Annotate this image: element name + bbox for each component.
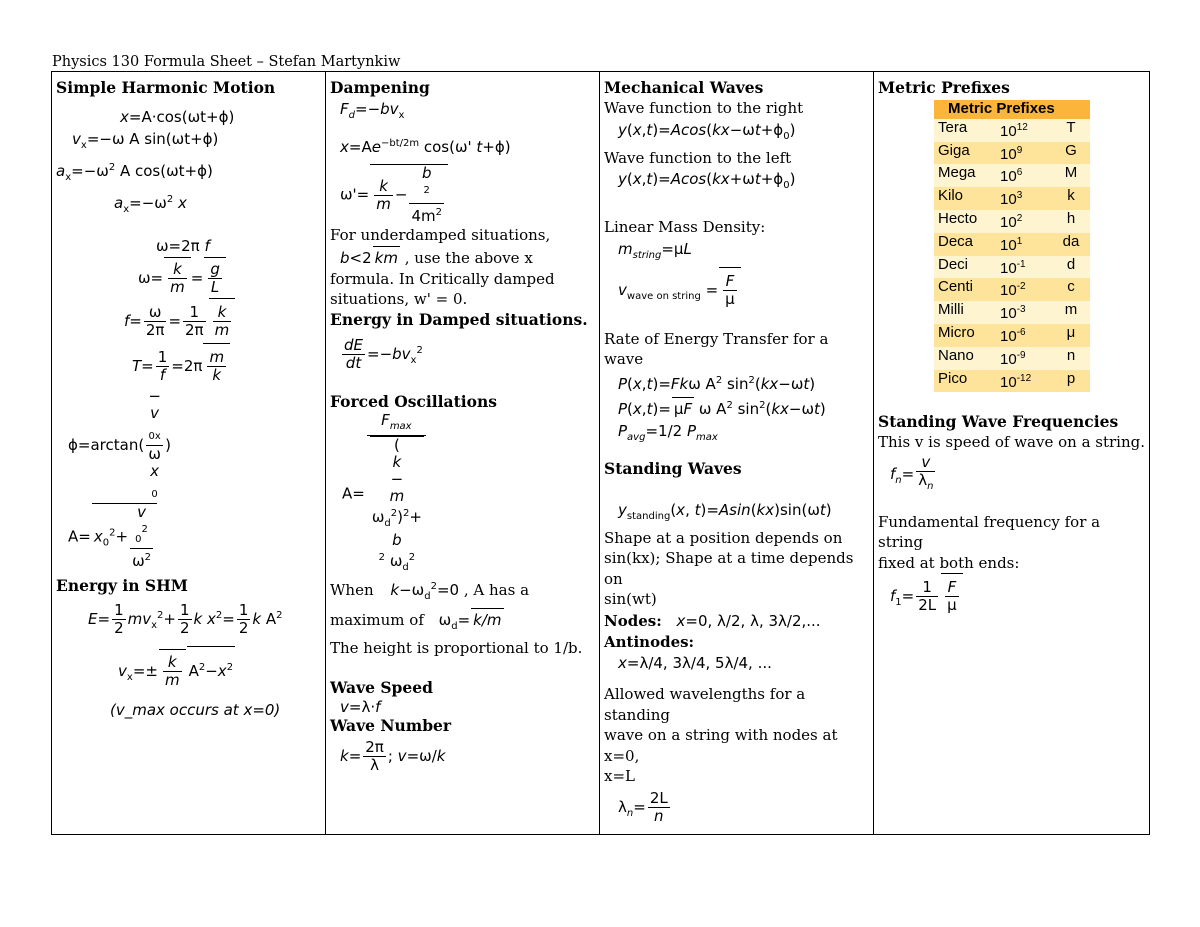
- damped-energy-eq: $\frac{dE}{dt}$ $=-bv_x^2$: [344, 335, 423, 372]
- formula-table: [51, 71, 1150, 835]
- power-eq-2: P(x,t)= μF ω $A^2$ $\sin^2(kx-\omega t)$: [604, 395, 869, 420]
- height-note: The height is proportional to 1/b.: [330, 638, 583, 657]
- prefix-row: [934, 233, 1090, 256]
- shm-energy-eq: E= $\frac{1}{2}$ $mv_x^2+$ $\frac{1}{2}$ k $x^2=$ $\frac{1}{2}$ k $A^2$: [88, 601, 283, 637]
- omega-freq-eq: ω=2π f: [156, 237, 210, 255]
- prefix-symbol: T: [1052, 119, 1090, 142]
- linear-mass-eq: $m_{string}=\mu L$: [618, 239, 692, 261]
- prefix-name: Milli: [934, 301, 996, 324]
- prefix-power: $10^{-1}$: [996, 256, 1052, 279]
- prefix-exponent: 12: [1016, 121, 1028, 133]
- shm-position-eq: x=A·cos(ωt+ϕ): [120, 108, 235, 126]
- damping-heading: Dampening: [330, 78, 430, 97]
- prefix-name: Giga: [934, 142, 996, 165]
- prefix-row: [934, 210, 1090, 233]
- shape-line-1: Shape at a position depends on: [604, 528, 843, 547]
- prefix-row: [934, 278, 1090, 301]
- prefix-symbol: da: [1052, 233, 1090, 256]
- prefix-power: $10^3$: [996, 187, 1052, 210]
- allowed-wavelength-eq: $\lambda_n=$ $\frac{2L}{n}$: [618, 788, 668, 825]
- prefix-name: Hecto: [934, 210, 996, 233]
- prefix-name: Micro: [934, 324, 996, 347]
- damped-omega-eq: ω'= $\frac{k}{m}$ − b $^2$ $4m^2$: [330, 164, 595, 225]
- prefix-exponent: -12: [1016, 372, 1032, 384]
- prefix-exponent: -9: [1016, 349, 1026, 361]
- standing-wave-eq: $y_{standing}(x$, t)=Asin(kx)sin(ωt): [618, 500, 832, 522]
- prefix-row: [934, 301, 1090, 324]
- prefix-row: [934, 164, 1090, 187]
- standing-waves-heading: Standing Waves: [604, 458, 742, 478]
- shm-accel-eq: $a_x=-\omega^2$ A cos(ωt+ϕ): [56, 162, 213, 183]
- waves-column: [600, 72, 874, 835]
- amplitude-eq: $A= x_0^2+$ v $_0^2$ $\omega^2$: [56, 503, 321, 570]
- prefix-symbol: d: [1052, 256, 1090, 279]
- when-line: When $k-\omega_d^2=0$ , A has a: [330, 580, 530, 602]
- waves-heading: Mechanical Waves: [604, 78, 764, 97]
- prefix-name: Deca: [934, 233, 996, 256]
- prefix-exponent: 6: [1016, 167, 1023, 179]
- prefix-exponent: 2: [1016, 212, 1023, 224]
- shm-energy-heading: Energy in SHM: [56, 576, 188, 595]
- damped-energy-heading: Energy in Damped situations.: [330, 309, 588, 329]
- prefix-power: $10^2$: [996, 210, 1052, 233]
- wave-speed-eq: v=λ·f: [340, 698, 381, 716]
- prefix-row: [934, 142, 1090, 165]
- underdamped-line-1: For underdamped situations,: [330, 226, 551, 244]
- fundamental-line-1: Fundamental frequency for a string: [878, 512, 1101, 552]
- antinodes-eq: x=λ/4, 3λ/4, 5λ/4, ...: [618, 654, 772, 672]
- sheet-title: Physics 130 Formula Sheet – Stefan Martynkiw: [52, 54, 401, 70]
- prefix-name: Mega: [934, 164, 996, 187]
- energy-rate-label: Rate of Energy Transfer for a wave: [604, 329, 829, 368]
- power-eq-1: P(x,t)=Fkω $A^2$ $\sin^2(kx-\omega t)$: [618, 374, 816, 393]
- prefix-power: $10^{-9}$: [996, 347, 1052, 370]
- prefix-name: Pico: [934, 370, 996, 393]
- wave-right-label: Wave function to the right: [604, 99, 804, 117]
- prefix-symbol: μ: [1052, 324, 1090, 347]
- prefix-power: $10^{-2}$: [996, 278, 1052, 301]
- power-avg-eq: $P_{avg}=1/2$ $P_{max}$: [618, 421, 718, 443]
- prefix-exponent: -2: [1016, 281, 1026, 293]
- when-text-2: , A has a: [463, 580, 530, 599]
- prefix-name: Deci: [934, 256, 996, 279]
- shm-column: [52, 72, 326, 835]
- prefix-row: [934, 187, 1090, 210]
- underdamped-line-3: formula. In Critically damped: [330, 269, 555, 288]
- v-string-note: This v is speed of wave on a string.: [878, 433, 1146, 452]
- nodes-line: Nodes: x=0, λ/2, λ, 3λ/2,...: [604, 611, 821, 630]
- underdamped-line-4: situations, w' = 0.: [330, 290, 468, 308]
- max-line: maximum of $\omega_d= k/m$: [330, 608, 595, 638]
- prefix-symbol: k: [1052, 187, 1090, 210]
- prefix-exponent: -6: [1016, 326, 1026, 338]
- prefix-power: $10^6$: [996, 164, 1052, 187]
- prefix-name: Tera: [934, 119, 996, 142]
- freq-eq: f= $\frac{\omega}{2\pi}$ = $\frac{1}{2\pi}$ $\frac{k}{m}$: [56, 298, 321, 343]
- prefix-row: [934, 324, 1090, 347]
- damping-force-eq: $F_d=-bv_x$: [340, 100, 405, 121]
- period-eq: T= $\frac{1}{f}$ =2π $\frac{m}{k}$: [56, 343, 321, 388]
- prefix-heading: Metric Prefixes: [878, 78, 1010, 97]
- wave-left-label: Wave function to the left: [604, 148, 792, 167]
- prefix-exponent: -1: [1016, 258, 1026, 270]
- prefix-power: $10^9$: [996, 142, 1052, 165]
- prefix-row: [934, 119, 1090, 142]
- prefix-row: [934, 256, 1090, 279]
- prefix-column: [874, 72, 1150, 835]
- prefix-power: $10^{-3}$: [996, 301, 1052, 324]
- prefix-table: [934, 100, 1090, 392]
- when-text-1: When: [330, 580, 374, 599]
- prefix-symbol: M: [1052, 164, 1090, 187]
- wave-right-eq: $y(x,t)=Acos(kx-\omega t+\phi_0)$: [618, 120, 796, 142]
- forced-heading: Forced Oscillations: [330, 391, 497, 411]
- prefix-symbol: h: [1052, 210, 1090, 233]
- shm-accel-x-eq: $a_x=-\omega^2$ x: [114, 194, 187, 215]
- underdamped-line-2-text: , use the above x: [404, 248, 533, 267]
- wave-left-eq: $y(x,t)=Acos(kx+\omega t+\phi_0)$: [618, 170, 796, 191]
- prefix-symbol: G: [1052, 142, 1090, 165]
- prefix-power: $10^{12}$: [996, 119, 1052, 142]
- wave-speed-heading: Wave Speed: [330, 678, 433, 697]
- prefix-symbol: p: [1052, 370, 1090, 393]
- standing-freq-heading: Standing Wave Frequencies: [878, 412, 1119, 432]
- omega-eq: ω= $\frac{k}{m}$ = $\frac{g}{L}$: [56, 257, 321, 298]
- phase-eq: ϕ=arctan( − v $_{0x}$ ω x $_0$ ): [56, 388, 321, 503]
- prefix-power: $10^1$: [996, 233, 1052, 256]
- prefix-power: $10^{-6}$: [996, 324, 1052, 347]
- wave-speed-string-eq: $v_{wave on string}$ = $\frac{F}{\mu}$: [604, 267, 869, 319]
- linear-mass-label: Linear Mass Density:: [604, 218, 766, 236]
- prefix-symbol: n: [1052, 347, 1090, 370]
- allowed-line-2: wave on a string with nodes at x=0,: [604, 726, 838, 765]
- shm-velocity-eq: $v_x=-\omega$ A sin(ωt+ϕ): [72, 130, 219, 151]
- prefix-symbol: c: [1052, 278, 1090, 301]
- prefix-exponent: 3: [1016, 190, 1023, 202]
- fundamental-line-2: fixed at both ends:: [878, 553, 1020, 572]
- prefix-name: Kilo: [934, 187, 996, 210]
- shm-vx-eq: $v_x=\pm$ $\frac{k}{m}$ $A^2-x^2$: [56, 646, 321, 699]
- prefix-row: [934, 370, 1090, 393]
- wave-number-eq: k= $\frac{2\pi}{\lambda}$ ; v=ω/k: [340, 738, 446, 774]
- damped-position-eq: $x=Ae^{-bt/2m}$ cos(ω' t+ϕ): [340, 138, 511, 156]
- shape-line-3: sin(wt): [604, 590, 657, 608]
- forced-amplitude-eq: A= $F_{max}$ ( k − m $\omega_d^2)^2+$ b $^2$ $\omega_d^2$: [330, 412, 595, 576]
- nodes-label: Nodes:: [604, 611, 662, 630]
- damping-column: [326, 72, 600, 835]
- prefix-name: Nano: [934, 347, 996, 370]
- allowed-line-1: Allowed wavelengths for a standing: [604, 685, 806, 724]
- shm-heading: Simple Harmonic Motion: [56, 78, 276, 97]
- prefix-exponent: 9: [1016, 144, 1023, 156]
- antinodes-line: [604, 632, 869, 653]
- allowed-line-3: x=L: [604, 767, 635, 785]
- antinodes-label: Antinodes:: [604, 632, 695, 651]
- underdamped-line-2: b<2 km , use the above x: [330, 246, 595, 269]
- prefix-exponent: -3: [1016, 304, 1026, 316]
- wave-number-heading: Wave Number: [330, 716, 452, 735]
- prefix-row: [934, 347, 1090, 370]
- fundamental-eq: $f_1=$ $\frac{1}{2L}$ $\frac{F}{\mu}$: [878, 573, 1145, 625]
- shape-line-2: sin(kx); Shape at a time depends on: [604, 549, 854, 588]
- vmax-note: (v_max occurs at x=0): [110, 701, 281, 719]
- prefix-symbol: m: [1052, 301, 1090, 324]
- prefix-power: $10^{-12}$: [996, 370, 1052, 393]
- max-text: maximum of: [330, 610, 424, 629]
- prefix-exponent: 1: [1016, 235, 1023, 247]
- standing-freq-eq: $f_n=$ $\frac{v}{\lambda_n}$: [878, 453, 1145, 502]
- prefix-table-header: Metric Prefixes: [934, 100, 1090, 119]
- prefix-name: Centi: [934, 278, 996, 301]
